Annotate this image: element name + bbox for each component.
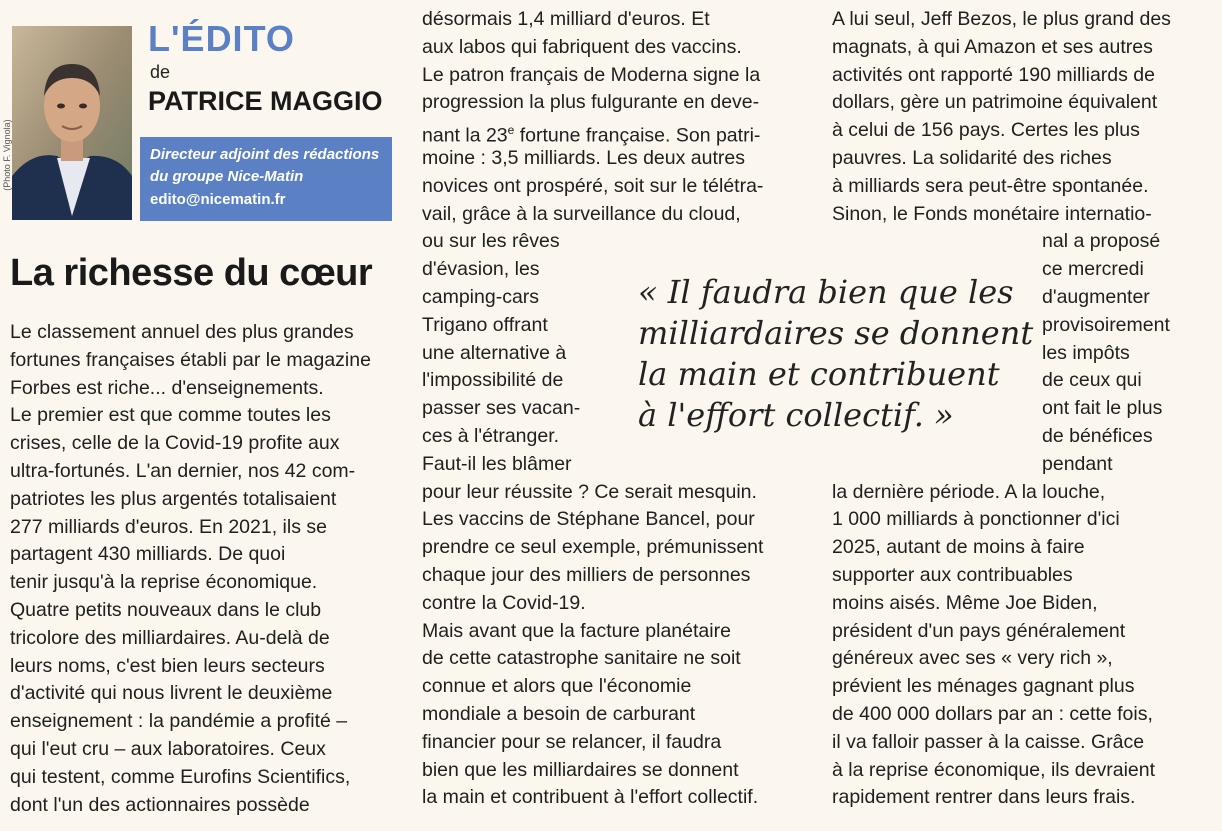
article-line: qui testent, comme Eurofins Scientifics, (10, 765, 351, 788)
article-line: qui l'eut cru – aux laboratoires. Ceux (10, 738, 326, 760)
author-email[interactable]: edito@nicematin.fr (150, 191, 286, 208)
article-line: prévient les ménages gagnant plus (832, 675, 1135, 698)
article-line: d'activité qui nous livrent le deuxième (10, 682, 333, 705)
article-line: il va falloir passer à la caisse. Grâce (832, 730, 1145, 753)
article-line: tenir jusqu'à la reprise économique. (10, 571, 318, 594)
article-line: 277 milliards d'euros. En 2021, ils se (10, 515, 327, 538)
article-line: dollars, gère un patrimoine équivalent (832, 91, 1158, 114)
article-line: ultra-fortunés. L'an dernier, nos 42 com- (10, 460, 356, 482)
article-line: Trigano offrant (422, 313, 548, 336)
article-line: tricolore des milliardaires. Au-delà de (10, 626, 330, 649)
article-line: contre la Covid-19. (422, 591, 586, 614)
article-line: Le classement annuel des plus grandes (10, 321, 354, 343)
article-line: vail, grâce à la surveillance du cloud, (422, 202, 741, 225)
edito-de: de (150, 62, 171, 82)
article-line: d'évasion, les (422, 258, 540, 281)
article-line: chaque jour des milliers de personnes (422, 564, 751, 586)
article-line: Mais avant que la facture planétaire (422, 619, 731, 642)
article-line: rapidement rentrer dans leurs frais. (832, 786, 1136, 809)
author-name: PATRICE MAGGIO (148, 86, 383, 116)
article-line: camping-cars (422, 286, 540, 308)
article-line: 2025, autant de moins à faire (832, 536, 1085, 559)
article-line: prendre ce seul exemple, prémunissent (422, 536, 764, 559)
author-role-line: du groupe Nice-Matin (150, 168, 304, 185)
article-line: désormais 1,4 milliard d'euros. Et (422, 8, 710, 30)
article-line: la main et contribuent à l'effort collectif. (422, 786, 759, 809)
article-line: financier pour se relancer, il faudra (422, 730, 722, 753)
article-line: ou sur les rêves (422, 230, 560, 253)
article-line: patriotes les plus argentés totalisaient (10, 487, 337, 510)
article-line: pour leur réussite ? Ce serait mesquin. (422, 480, 757, 503)
article-line: de bénéfices (1042, 425, 1153, 447)
pull-quote-line: milliardaires se donnent (638, 314, 1034, 352)
article-line: moins aisés. Même Joe Biden, (832, 591, 1098, 614)
article-line: Sinon, le Fonds monétaire internatio- (832, 202, 1152, 225)
pull-quote-line: « Il faudra bien que les (638, 273, 1014, 311)
pull-quote-line: à l'effort collectif. » (638, 396, 954, 434)
article-line: pauvres. La solidarité des riches (832, 147, 1112, 169)
article-line: Forbes est riche... d'enseignements. (10, 376, 324, 399)
headline: La richesse du cœur (10, 252, 373, 294)
article-line: leurs noms, c'est bien leurs secteurs (10, 654, 325, 677)
article-line: mondiale a besoin de carburant (422, 703, 696, 725)
article-line: de cette catastrophe sanitaire ne soit (422, 647, 741, 670)
article-line: connue et alors que l'économie (422, 675, 692, 698)
article-line: ces à l'étranger. (422, 425, 560, 447)
article-line: Le patron français de Moderna signe la (422, 63, 761, 86)
author-photo (12, 26, 132, 220)
article-line: l'impossibilité de (422, 369, 564, 392)
article-line: supporter aux contribuables (832, 564, 1073, 586)
article-line: une alternative à (422, 341, 567, 364)
article-line: passer ses vacan- (422, 397, 581, 420)
article-line: enseignement : la pandémie a profité – (10, 710, 348, 733)
article-line: progression la plus fulgurante en deve- (422, 91, 760, 114)
author-role-line: Directeur adjoint des rédactions (150, 146, 380, 163)
article-line: nant la 23e fortune française. Son patri- (422, 123, 761, 147)
article-line: à milliards sera peut-être spontanée. (832, 174, 1149, 197)
article-line: bien que les milliardaires se donnent (422, 758, 739, 781)
article-line: partagent 430 milliards. De quoi (10, 543, 286, 566)
article-line: crises, celle de la Covid-19 profite aux (10, 432, 340, 455)
article-line: de ceux qui (1042, 369, 1142, 392)
article-line: 1 000 milliards à ponctionner d'ici (832, 508, 1120, 531)
article-line: moine : 3,5 milliards. Les deux autres (422, 147, 745, 169)
article-line: pendant (1042, 452, 1113, 475)
article-line: la dernière période. A la louche, (832, 480, 1106, 503)
photo-credit: (Photo F. Vignola) (2, 119, 12, 191)
article-line: A lui seul, Jeff Bezos, le plus grand des (832, 8, 1171, 30)
article-line: généreux avec ses « very rich », (832, 647, 1113, 670)
article-line: magnats, à qui Amazon et ses autres (832, 35, 1153, 58)
article-line: Le premier est que comme toutes les (10, 404, 331, 427)
article-line: fortunes françaises établi par le magazine (10, 348, 371, 371)
author-role-box (140, 137, 392, 221)
article-line: Les vaccins de Stéphane Bancel, pour (422, 508, 755, 531)
article-line: activités ont rapporté 190 milliards de (832, 63, 1155, 86)
article-line: président d'un pays généralement (832, 619, 1126, 642)
article-line: ce mercredi (1042, 258, 1144, 281)
article-line: d'augmenter (1042, 286, 1150, 308)
article-line: de 400 000 dollars par an : cette fois, (832, 703, 1153, 725)
article-line: à celui de 156 pays. Certes les plus (832, 119, 1140, 142)
article-line: Faut-il les blâmer (422, 452, 572, 475)
article-line: dont l'un des actionnaires possède (10, 793, 310, 816)
article-line: ont fait le plus (1042, 397, 1163, 420)
article-line: Quatre petits nouveaux dans le club (10, 599, 322, 621)
article-line: nal a proposé (1042, 230, 1161, 253)
edito-kicker: L'ÉDITO (148, 18, 295, 59)
article-line: provisoirement (1042, 313, 1170, 336)
article-line: aux labos qui fabriquent des vaccins. (422, 35, 742, 58)
article-line: les impôts (1042, 341, 1130, 364)
pull-quote-line: la main et contribuent (638, 355, 1000, 393)
article-line: novices ont prospéré, soit sur le télétra- (422, 174, 764, 197)
article-line: à la reprise économique, ils devraient (832, 758, 1156, 781)
